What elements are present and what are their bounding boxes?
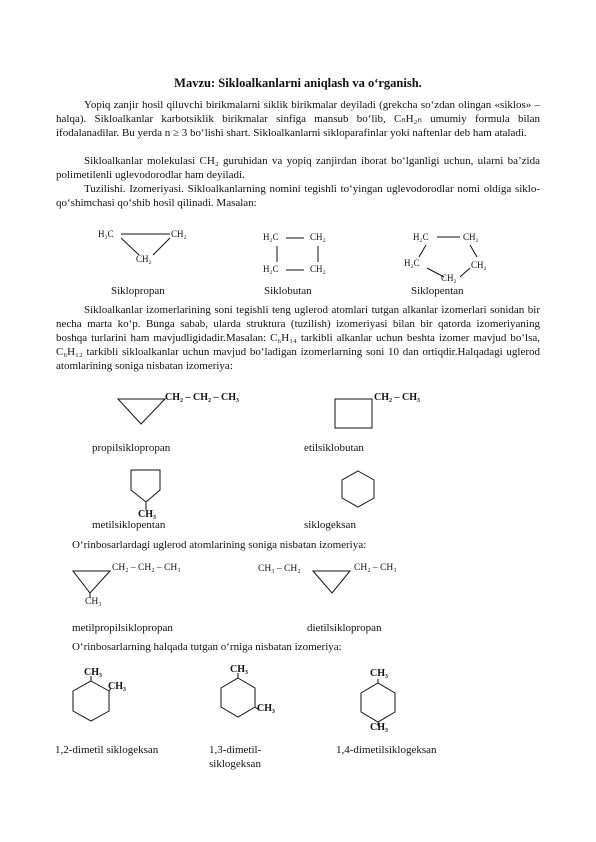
label-12-dimetil-siklogeksan: 1,2-dimetil siklogeksan <box>55 744 159 756</box>
cyclopentane-atom-ch2-bottom: CH₂ <box>441 273 457 283</box>
label-dietilsiklopropan: dietilsiklopropan <box>307 622 382 634</box>
label-13-dimetil-line1: 1,3-dimetil- <box>209 744 262 756</box>
methylcyclopentane-methyl-group: CH₃ <box>138 509 156 520</box>
label-propilsiklopropan: propilsiklopropan <box>92 442 171 454</box>
cyclopentane-atom-ch2-top: CH₂ <box>463 232 479 242</box>
propylcyclopropane-ring <box>118 399 165 424</box>
page-title: Mavzu: Sikloalkanlarni aniqlash va o‘rganish. <box>174 76 422 90</box>
diethylcyclopropane-ethyl-left: CH₃ – CH₂ <box>258 564 301 574</box>
cyclopropane-atom-h2c: H₂C <box>98 229 114 239</box>
dimethyl12-methyl-2: CH₃ <box>108 681 126 692</box>
dimethyl13-methyl-1: CH₃ <box>230 664 248 675</box>
cyclobutane-atom-ch2-top: CH₂ <box>310 232 326 242</box>
paragraph-intro: Yopiq zanjir hosil qiluvchi birikmalarni siklik birikmalar deyiladi (grekcha so‘zdan olingan «siklos» –halqa). Sikloalkanlar karbotsiklik birikmalar sinfiga mansub bo‘lib, CₙH₂ₙ umumiy formula bilan ifodalanadilar. Bu yerda n ≥ 3 bo‘lishi shart. Sikloalkanlarni sikloparafinlar yoki naftenlar deb ham ataladi. <box>56 99 540 139</box>
methylpropylcyclopropane-propyl-group: CH₂ – CH₂ – CH₃ <box>112 563 181 573</box>
cyclopropane-bond-left <box>121 238 139 255</box>
label-13-dimetil-line2: siklogeksan <box>209 758 261 770</box>
cyclopentane-atom-h2c-top: H₂C <box>413 232 429 242</box>
label-siklopentan: Siklopentan <box>411 285 464 297</box>
label-metilpropilsiklopropan: metilpropilsiklopropan <box>72 622 173 634</box>
cyclopentane-atom-ch2-right: CH₂ <box>471 260 487 270</box>
label-siklobutan: Siklobutan <box>264 285 312 297</box>
heading-ring-position-isomerism: O‘rinbosarlarning halqada tutgan o‘rniga nisbatan izomeriya: <box>72 641 342 653</box>
heading-substituent-carbon-isomerism: O‘rinbosarlardagi uglerod atomlarining soniga nisbatan izomeriya: <box>72 539 367 551</box>
methylpropylcyclopropane-ring <box>73 571 110 593</box>
diethylcyclopropane-ring <box>313 571 350 593</box>
dimethylcyclohexane-12-ring <box>73 681 109 721</box>
ethylcyclobutane-ring <box>335 399 372 428</box>
cyclobutane-atom-h2c-top: H₂C <box>263 232 279 242</box>
cyclohexane-ring <box>342 471 374 507</box>
dimethyl14-methyl-4: CH₃ <box>370 722 388 733</box>
paragraph-isomerism: Sikloalkanlar izomerlarining soni tegishli teng uglerod atomlari tutgan alkanlar izomerlari sonidan bir necha marta ko‘p. Bunga sabab, ularda struktura (tuzilish) izomeriyasi bilan bir qatorda izomeriyaning boshqa turlarini ham mavjudligidadir.Masalan: C₆H₁₄ tarkibli alkanlar uchun beshta izomer mavjud bo‘lsa, C₆H₁₂ tarkibli sikloalkanlar uchun mavjud bo‘ladigan izomerlarning soni 10 dan ortiqdir.Halqadagi uglerod atomlarining soniga nisbatan izomeriya: <box>56 304 540 372</box>
cyclobutane-atom-ch2-bottom: CH₂ <box>310 264 326 274</box>
cyclopentane-bond-left <box>419 245 426 257</box>
dimethylcyclohexane-14-ring <box>361 683 395 722</box>
dimethylcyclohexane-13-ring <box>221 678 255 717</box>
cyclobutane-atom-h2c-bottom: H₂C <box>263 264 279 274</box>
label-metilsiklopentan: metilsiklopentan <box>92 519 166 531</box>
label-siklopropan: Siklopropan <box>111 285 165 297</box>
propylcyclopropane-propyl-group: CH₂ – CH₂ – CH₃ <box>165 392 239 403</box>
cyclopropane-bond-right <box>153 238 170 255</box>
label-siklogeksan: siklogeksan <box>304 519 356 531</box>
cyclopentane-atom-h2c-left: H₂C <box>404 258 420 268</box>
paragraph-polymethylene: Sikloalkanlar molekulasi CH₂ guruhidan va yopiq zanjirdan iborat bo‘lganligi uchun, ularni ba’zida polimetilenli uglevodorodlar ham deyiladi. <box>56 155 540 181</box>
methylcyclopentane-ring <box>131 470 160 502</box>
paragraph-structure: Tuzilishi. Izomeriyasi. Sikloalkanlarning nomini tegishli to‘yingan uglevodorodlar nomi oldiga siklo- qo‘shimchasi qo‘shib hosil qilinadi. Masalan: <box>56 183 540 209</box>
label-etilsiklobutan: etilsiklobutan <box>304 442 364 454</box>
ethylcyclobutane-ethyl-group: CH₂ – CH₃ <box>374 392 420 403</box>
cyclopropane-atom-ch2-right: CH₂ <box>171 229 187 239</box>
cyclopropane-atom-ch2-bottom: CH₂ <box>136 254 152 264</box>
cyclopentane-bond-right <box>470 245 477 257</box>
cyclopentane-bond-lower-right <box>460 268 470 277</box>
dimethyl12-methyl-1: CH₃ <box>84 667 102 678</box>
methylpropylcyclopropane-methyl-group: CH₃ <box>85 597 102 607</box>
dimethyl14-methyl-1: CH₃ <box>370 668 388 679</box>
diethylcyclopropane-ethyl-right: CH₂ – CH₃ <box>354 563 397 573</box>
dimethyl13-methyl-3: CH₃ <box>257 703 275 714</box>
label-14-dimetilsiklogeksan: 1,4-dimetilsiklogeksan <box>336 744 437 756</box>
